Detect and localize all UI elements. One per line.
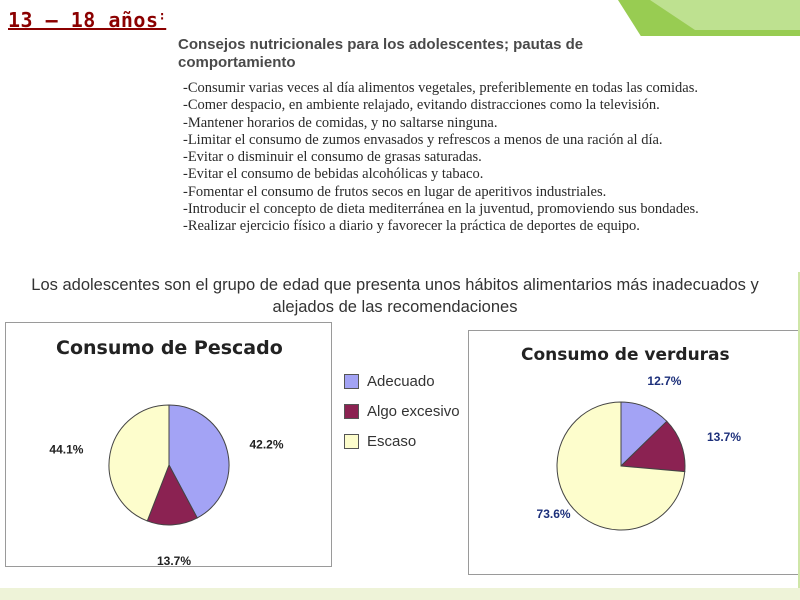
advice-title: Consejos nutricionales para los adolescentes; pautas de comportamiento xyxy=(178,36,584,71)
pie-label-algo-excesivo: 13.7% xyxy=(706,430,742,445)
vegetables-chart-panel xyxy=(468,330,800,575)
legend-label: Adecuado xyxy=(367,372,435,390)
pie-label-algo-excesivo: 13.7% xyxy=(156,553,192,566)
pie-label-adecuado: 42.2% xyxy=(249,437,284,452)
vegetables-chart-title: Consumo de verduras xyxy=(521,345,730,365)
pie-label-escaso: 44.1% xyxy=(49,442,84,457)
advice-item: -Realizar ejercicio físico a diario y favorecer la práctica de deportes de equipo. xyxy=(183,218,640,235)
age-range-heading xyxy=(8,8,166,32)
advice-item: -Consumir varias veces al día alimentos vegetales, preferiblemente en todas las comidas. xyxy=(183,80,698,96)
vegetables-pie-chart xyxy=(469,331,799,574)
advice-list xyxy=(183,80,777,236)
legend-swatch xyxy=(344,374,359,389)
summary-text: Los adolescentes son el grupo de edad que presenta unos hábitos alimentarios más inadecuados y alejados de las recomendaciones xyxy=(31,276,759,316)
legend-item-escaso xyxy=(344,426,460,456)
advice-item: -Evitar el consumo de bebidas alcohólicas y tabaco. xyxy=(183,166,484,183)
age-range-text: 13 – 18 años xyxy=(8,8,159,32)
fish-chart-title: Consumo de Pescado xyxy=(56,337,283,359)
legend-swatch xyxy=(344,434,359,449)
advice-item: -Fomentar el consumo de frutos secos en lugar de aperitivos industriales. xyxy=(183,183,607,200)
legend-swatch xyxy=(344,404,359,419)
pie-label-escaso: 73.6% xyxy=(536,507,571,522)
age-range-colon: : xyxy=(158,8,167,23)
advice-item: -Mantener horarios de comidas, y no saltarse ninguna. xyxy=(183,114,498,131)
legend-item-adecuado xyxy=(344,366,460,396)
legend-label: Escaso xyxy=(367,432,417,450)
bottom-band xyxy=(0,588,800,600)
advice-item: -Introducir el concepto de dieta mediterránea en la juventud, promoviendo sus bondades. xyxy=(183,201,699,218)
advice-item: -Comer despacio, en ambiente relajado, evitando distracciones como la televisión. xyxy=(183,97,660,114)
fish-pie-chart xyxy=(6,323,331,566)
advice-item: -Limitar el consumo de zumos envasados y refrescos a menos de una ración al día. xyxy=(183,131,663,148)
pie-label-adecuado: 12.7% xyxy=(647,373,682,388)
fish-chart-panel xyxy=(5,322,332,567)
legend-label: Algo excesivo xyxy=(367,402,460,420)
advice-item: -Evitar o disminuir el consumo de grasas saturadas. xyxy=(183,149,482,166)
legend-item-algo-excesivo xyxy=(344,396,460,426)
chart-legend xyxy=(344,366,460,456)
